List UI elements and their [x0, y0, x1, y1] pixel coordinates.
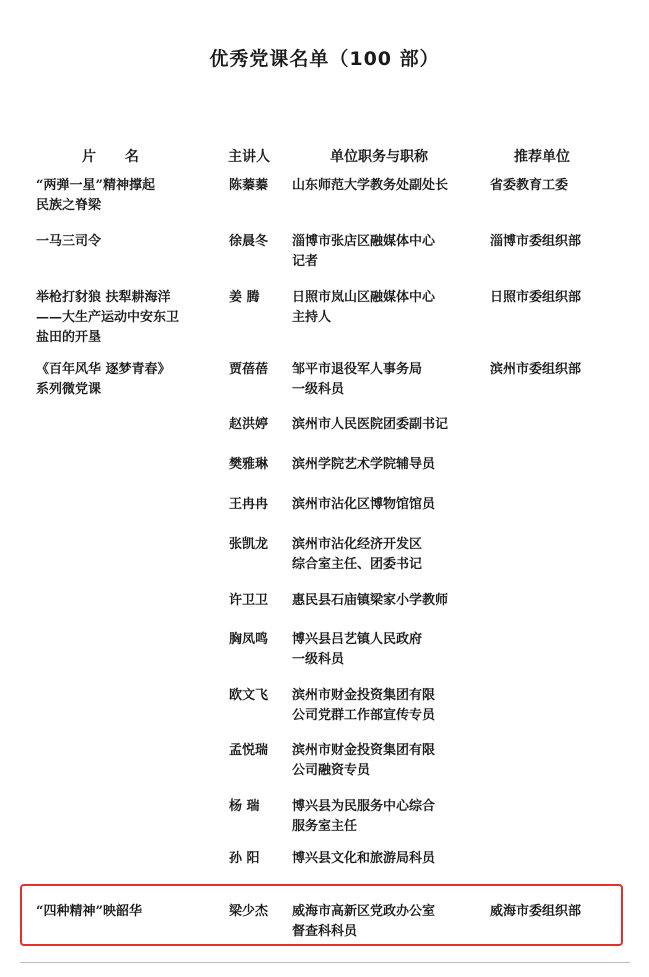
speaker-name: 孟悦瑞: [229, 743, 269, 758]
header-recommender: 推荐单位: [514, 149, 570, 165]
speaker-name: 梁少杰: [229, 904, 269, 919]
speaker-position: 博兴县吕艺镇人民政府 一级科员: [292, 632, 423, 667]
film-title: “四种精神”映韶华: [36, 904, 142, 919]
speaker-position: 滨州市财金投资集团有限 公司党群工作部宣传专员: [292, 688, 436, 723]
film-title: 举枪打豺狼 扶犁耕海洋 ——大生产运动中安东卫 盐田的开垦: [36, 290, 180, 345]
recommending-unit: 省委教育工委: [490, 178, 569, 193]
speaker-name: 姜 腾: [229, 290, 260, 305]
recommending-unit: 威海市委组织部: [490, 904, 582, 919]
bottom-divider: [20, 962, 630, 963]
speaker-position: 邹平市退役军人事务局 一级科员: [292, 362, 423, 397]
header-film: 片 名: [82, 149, 151, 165]
speaker-position: 滨州市沾化区博物馆馆员: [292, 497, 436, 512]
recommending-unit: 日照市委组织部: [490, 290, 582, 305]
page-title: 优秀党课名单（100 部）: [209, 48, 440, 70]
film-title: 《百年风华 逐梦青春》 系列微党课: [36, 362, 171, 397]
speaker-name: 杨 瑞: [229, 799, 260, 814]
speaker-position: 滨州学院艺术学院辅导员: [292, 457, 436, 472]
speaker-name: 陈蓁蓁: [229, 178, 269, 193]
speaker-position: 博兴县为民服务中心综合 服务室主任: [292, 799, 436, 834]
speaker-name: 张凯龙: [229, 537, 269, 552]
recommending-unit: 滨州市委组织部: [490, 362, 582, 377]
speaker-name: 欧文飞: [229, 688, 269, 703]
film-title: 一马三司令: [36, 234, 102, 249]
speaker-name: 贾蓓蓓: [229, 362, 269, 377]
speaker-name: 徐晨冬: [229, 234, 269, 249]
header-position: 单位职务与职称: [330, 149, 428, 165]
speaker-position: 滨州市沾化经济开发区 综合室主任、团委书记: [292, 537, 423, 572]
speaker-name: 许卫卫: [229, 593, 269, 608]
speaker-position: 惠民县石庙镇梁家小学教师: [292, 593, 449, 608]
speaker-name: 胸凤鸣: [229, 632, 269, 647]
header-speaker: 主讲人: [228, 149, 270, 165]
speaker-name: 孙 阳: [229, 851, 260, 866]
recommending-unit: 淄博市委组织部: [490, 234, 582, 249]
speaker-position: 日照市岚山区融媒体中心 主持人: [292, 290, 436, 325]
speaker-position: 淄博市张店区融媒体中心 记者: [292, 234, 436, 269]
speaker-name: 赵洪婷: [229, 417, 269, 432]
speaker-position: 滨州市财金投资集团有限 公司融资专员: [292, 743, 436, 778]
speaker-position: 博兴县文化和旅游局科员: [292, 851, 436, 866]
film-title: “两弹一星”精神撑起 民族之脊梁: [36, 178, 155, 213]
speaker-position: 威海市高新区党政办公室 督查科科员: [292, 904, 436, 939]
speaker-name: 樊雅琳: [229, 457, 269, 472]
speaker-position: 山东师范大学教务处副处长: [292, 178, 449, 193]
speaker-position: 滨州市人民医院团委副书记: [292, 417, 449, 432]
speaker-name: 王冉冉: [229, 497, 269, 512]
